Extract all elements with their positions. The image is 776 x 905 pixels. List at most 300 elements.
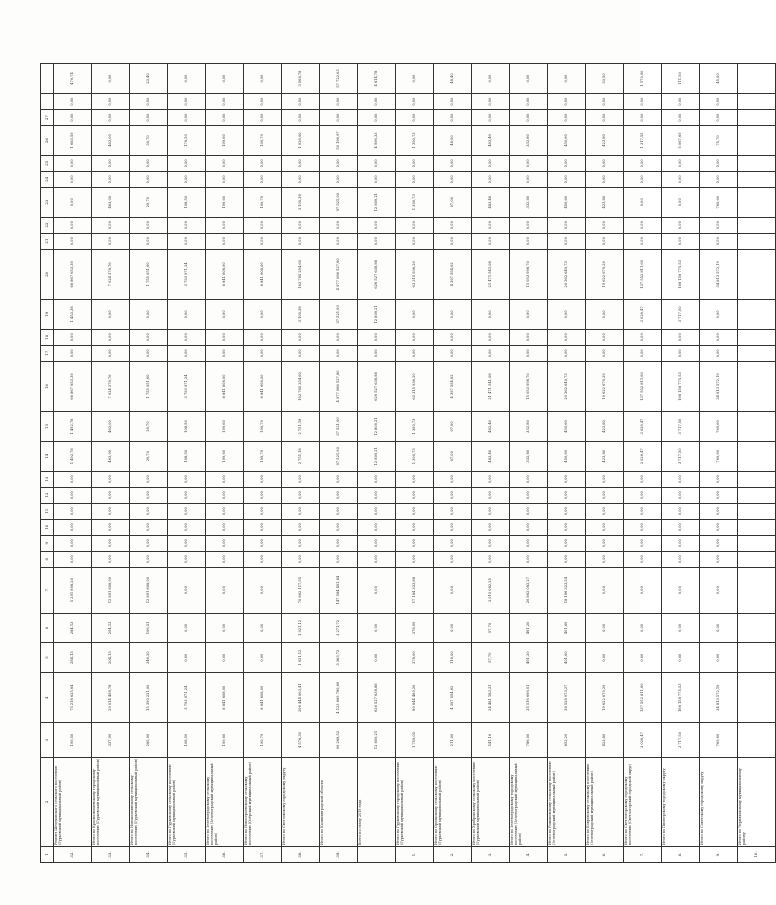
- table-cell: 0,00: [624, 613, 662, 643]
- table-cell: 0,00: [700, 110, 738, 126]
- column-number: 21: [41, 233, 54, 249]
- table-cell: 3 568,78: [282, 64, 320, 94]
- table-cell: 0,00: [244, 155, 282, 171]
- table-cell: 0,00: [130, 345, 168, 361]
- table-cell: 0,00: [586, 535, 624, 551]
- row-number: 37.: [244, 846, 282, 862]
- table-cell: 0,00: [700, 503, 738, 519]
- table-cell: 463,00: [92, 126, 130, 156]
- table-cell: 0,00: [700, 171, 738, 187]
- table-cell: 0,00: [434, 155, 472, 171]
- table-cell: 168 158 775,53: [662, 249, 700, 299]
- row-name: Итого по Храбровскому сельскому поселению (Гурьевский муниципальный район): [472, 757, 510, 846]
- table-cell: 12 809,21: [358, 300, 396, 330]
- table-cell: [738, 64, 776, 94]
- table-cell: 97 521,90: [320, 441, 358, 471]
- table-cell: 75 218 625,64: [54, 673, 92, 723]
- table-cell: [738, 441, 776, 471]
- table-cell: 0,00: [548, 487, 586, 503]
- column-number: [41, 64, 54, 94]
- table-cell: 0,00: [130, 535, 168, 551]
- table-cell: 0,00: [244, 94, 282, 110]
- table-cell: 4 576,30: [282, 723, 320, 757]
- table-cell: 0,00: [282, 487, 320, 503]
- column-number: 2: [41, 757, 54, 846]
- table-row: [320, 64, 358, 863]
- table-cell: 0,00: [130, 471, 168, 487]
- data-table: [40, 63, 776, 863]
- table-cell: 0,00: [510, 519, 548, 535]
- table-cell: 0,00: [396, 64, 434, 94]
- column-number: 24: [41, 171, 54, 187]
- table-row: [472, 64, 510, 863]
- table-cell: 48,40: [434, 64, 472, 94]
- table-cell: 786,00: [510, 723, 548, 757]
- table-cell: 0,00: [282, 217, 320, 233]
- table-cell: 0,00: [434, 217, 472, 233]
- row-number: 34.: [130, 846, 168, 862]
- header-row: [41, 64, 54, 863]
- table-cell: 199,60: [206, 723, 244, 757]
- column-number: 14: [41, 441, 54, 471]
- row-name: Итого по Советскому городскому округу: [700, 757, 738, 846]
- table-cell: 99 268,52: [320, 723, 358, 757]
- table-cell: 23,40: [130, 64, 168, 94]
- table-cell: 769,60: [700, 187, 738, 217]
- table-cell: 3 100,38: [282, 187, 320, 217]
- table-cell: 3 793 971,24: [168, 361, 206, 411]
- table-cell: 137 552 811,60: [624, 249, 662, 299]
- table-cell: 12 891 808,90: [92, 567, 130, 613]
- table-cell: 450,60: [548, 412, 586, 442]
- column-number: 10: [41, 519, 54, 535]
- table-cell: [738, 345, 776, 361]
- row-name: Итого по Светловскому городскому округу: [282, 757, 320, 846]
- table-cell: 0,00: [586, 94, 624, 110]
- table-cell: 0,00: [92, 471, 130, 487]
- table-cell: 3 271,72: [320, 613, 358, 643]
- table-cell: 0,00: [358, 155, 396, 171]
- table-cell: 0,00: [586, 110, 624, 126]
- table-cell: 0,00: [206, 171, 244, 187]
- table-cell: 0,00: [396, 503, 434, 519]
- table-cell: 0,00: [206, 551, 244, 567]
- table-cell: 12 809,21: [358, 723, 396, 757]
- table-cell: 48,00: [434, 126, 472, 156]
- table-cell: 0,00: [434, 345, 472, 361]
- table-cell: 0,00: [472, 551, 510, 567]
- table-cell: 0,00: [662, 94, 700, 110]
- table-cell: 3 026,47: [624, 300, 662, 330]
- table-cell: 0,00: [206, 643, 244, 673]
- table-cell: 1 921,12: [282, 643, 320, 673]
- table-cell: 0,00: [244, 643, 282, 673]
- table-cell: 116,00: [434, 643, 472, 673]
- table-cell: 1 390,73: [396, 412, 434, 442]
- table-cell: 108,50: [168, 412, 206, 442]
- table-cell: 0,00: [92, 217, 130, 233]
- table-cell: 483,46: [472, 187, 510, 217]
- table-cell: 162 785 254,60: [282, 361, 320, 411]
- table-cell: 0,00: [282, 155, 320, 171]
- column-number: 25: [41, 155, 54, 171]
- table-cell: 108,50: [168, 441, 206, 471]
- row-number: 5.: [548, 846, 586, 862]
- column-number: 20: [41, 249, 54, 299]
- table-cell: 0,00: [282, 503, 320, 519]
- table-cell: 0,00: [548, 300, 586, 330]
- table-cell: 0,00: [472, 519, 510, 535]
- table-cell: 3 793 971,24: [168, 249, 206, 299]
- table-cell: 332,80: [510, 187, 548, 217]
- table-cell: 0,00: [434, 110, 472, 126]
- table-cell: 66 867 653,39: [54, 361, 92, 411]
- table-cell: 0,00: [396, 155, 434, 171]
- table-cell: 0,00: [396, 233, 434, 249]
- table-cell: 21 471 541,08: [472, 249, 510, 299]
- column-number: 3: [41, 723, 54, 757]
- table-cell: 0,00: [548, 535, 586, 551]
- table-cell: 0,00: [510, 110, 548, 126]
- table-cell: 0,00: [358, 613, 396, 643]
- table-cell: 0,00: [510, 155, 548, 171]
- table-cell: [738, 613, 776, 643]
- table-cell: 45,00: [700, 64, 738, 94]
- row-number: 36.: [206, 846, 244, 862]
- table-cell: 423,80: [586, 187, 624, 217]
- table-cell: 80 844 469,20: [396, 673, 434, 723]
- table-cell: 0,00: [548, 64, 586, 94]
- table-cell: 423,80: [586, 723, 624, 757]
- table-cell: 20 362 649,73: [548, 361, 586, 411]
- row-number: 9.: [700, 846, 738, 862]
- table-cell: 0,00: [662, 329, 700, 345]
- table-cell: 1 755 051,60: [130, 361, 168, 411]
- table-cell: 7 024 278,76: [92, 361, 130, 411]
- table-cell: 0,00: [168, 300, 206, 330]
- table-cell: 284,13: [54, 613, 92, 643]
- table-cell: 0,00: [700, 300, 738, 330]
- table-cell: 1 921,12: [282, 613, 320, 643]
- table-cell: 0,00: [472, 171, 510, 187]
- table-cell: 0,00: [54, 94, 92, 110]
- table-cell: 0,00: [130, 300, 168, 330]
- table-cell: 0,00: [54, 519, 92, 535]
- table-cell: 0,00: [54, 535, 92, 551]
- table-cell: 0,00: [92, 503, 130, 519]
- table-cell: 0,00: [510, 503, 548, 519]
- table-cell: 0,00: [130, 171, 168, 187]
- table-cell: 0,00: [282, 345, 320, 361]
- column-number: 15: [41, 412, 54, 442]
- table-cell: 0,00: [662, 535, 700, 551]
- table-cell: 0,00: [54, 110, 92, 126]
- table-cell: 0,00: [586, 329, 624, 345]
- table-cell: 0,00: [358, 94, 396, 110]
- table-cell: 97,00: [434, 441, 472, 471]
- table-cell: 147 584 491,84: [320, 567, 358, 613]
- table-cell: 0,00: [244, 519, 282, 535]
- table-cell: 0,00: [206, 613, 244, 643]
- table-cell: 0,00: [206, 64, 244, 94]
- table-cell: 0,00: [396, 300, 434, 330]
- table-cell: 0,00: [168, 487, 206, 503]
- table-cell: 0,00: [130, 94, 168, 110]
- table-cell: 3 793 971,24: [168, 673, 206, 723]
- column-number: 22: [41, 217, 54, 233]
- table-cell: 0,00: [472, 345, 510, 361]
- table-cell: 29,70: [130, 441, 168, 471]
- column-number: 4: [41, 673, 54, 723]
- table-cell: 0,00: [396, 535, 434, 551]
- table-cell: 3 717,50: [662, 441, 700, 471]
- table-cell: 0,00: [548, 503, 586, 519]
- table-cell: 0,00: [168, 110, 206, 126]
- table-cell: 0,00: [206, 567, 244, 613]
- row-name: Итого по Орловскому сельскому поселению (Гурьевский муниципальный район): [434, 757, 472, 846]
- table-cell: [738, 217, 776, 233]
- table-cell: 0,00: [472, 110, 510, 126]
- table-cell: 0,00: [662, 567, 700, 613]
- table-row: [510, 64, 548, 863]
- row-number: 3.: [472, 846, 510, 862]
- table-cell: 57 722,03: [320, 64, 358, 94]
- table-cell: 0,00: [396, 487, 434, 503]
- table-cell: 0,00: [206, 487, 244, 503]
- column-number: 11: [41, 503, 54, 519]
- table-row: [282, 64, 320, 863]
- table-cell: [738, 110, 776, 126]
- table-cell: 0,00: [206, 471, 244, 487]
- table-cell: 626 527 638,88: [358, 673, 396, 723]
- table-row: [434, 64, 472, 863]
- table-cell: 0,00: [130, 217, 168, 233]
- table-cell: 0,00: [54, 155, 92, 171]
- table-cell: 0,00: [168, 217, 206, 233]
- table-cell: 29,70: [130, 187, 168, 217]
- table-cell: 423,80: [586, 441, 624, 471]
- table-cell: 0,00: [358, 171, 396, 187]
- row-name: Итого по Новостроевскому сельскому поселению (Озёрский муниципальный район): [244, 757, 282, 846]
- table-cell: 4 397 554,62: [434, 361, 472, 411]
- column-number: 5: [41, 643, 54, 673]
- table-cell: 19 622 679,29: [586, 249, 624, 299]
- table-cell: 0,00: [168, 503, 206, 519]
- table-cell: 0,00: [472, 233, 510, 249]
- table-cell: 0,00: [510, 551, 548, 567]
- table-cell: 199,79: [244, 126, 282, 156]
- table-cell: [738, 94, 776, 110]
- table-cell: 0,00: [700, 471, 738, 487]
- table-cell: 0,00: [700, 487, 738, 503]
- table-cell: 0,00: [320, 171, 358, 187]
- table-row: [206, 64, 244, 863]
- table-cell: 0,00: [320, 471, 358, 487]
- table-cell: 15 053 998,70: [510, 249, 548, 299]
- table-cell: 12 891 808,90: [130, 567, 168, 613]
- table-cell: 0,00: [168, 64, 206, 94]
- table-row: [92, 64, 130, 863]
- column-number: 19: [41, 300, 54, 330]
- table-row: [358, 64, 396, 863]
- table-cell: 483,46: [472, 441, 510, 471]
- table-cell: 0,00: [244, 613, 282, 643]
- table-cell: 0,00: [92, 345, 130, 361]
- table-cell: 0,00: [624, 551, 662, 567]
- table-cell: 66 867 653,39: [54, 249, 92, 299]
- table-cell: 0,00: [548, 551, 586, 567]
- table-cell: 0,00: [472, 64, 510, 94]
- table-cell: 0,00: [434, 503, 472, 519]
- table-cell: 0,00: [662, 613, 700, 643]
- table-cell: 21 471 541,08: [472, 361, 510, 411]
- table-cell: 29 014 408,78: [92, 673, 130, 723]
- table-cell: 0,00: [624, 535, 662, 551]
- table-cell: 0,00: [282, 110, 320, 126]
- table-cell: 0,00: [206, 233, 244, 249]
- table-cell: 0,00: [396, 551, 434, 567]
- table-cell: 19 622 679,29: [586, 361, 624, 411]
- row-name: Всего по этапу 2019 года: [358, 757, 396, 846]
- table-cell: 769,60: [700, 723, 738, 757]
- column-number: 27: [41, 110, 54, 126]
- table-cell: [738, 519, 776, 535]
- table-cell: 176,50: [168, 126, 206, 156]
- table-cell: 0,00: [624, 503, 662, 519]
- table-cell: [738, 300, 776, 330]
- table-cell: 0,00: [206, 345, 244, 361]
- row-name: Итого по Краснознаменскому городскому поселению (Гурьевский муниципальный район): [92, 757, 130, 846]
- table-cell: 204,13: [92, 613, 130, 643]
- table-cell: 0,00: [358, 643, 396, 673]
- table-cell: 8 841 608,00: [206, 361, 244, 411]
- table-cell: 0,00: [700, 329, 738, 345]
- table-cell: 0,00: [92, 233, 130, 249]
- table-cell: 211,00: [434, 723, 472, 757]
- table-cell: 35 516 696,01: [510, 673, 548, 723]
- table-cell: 0,00: [320, 329, 358, 345]
- table-cell: 0,00: [206, 217, 244, 233]
- table-cell: 541,16: [472, 723, 510, 757]
- table-cell: 450,60: [548, 187, 586, 217]
- table-cell: 0,00: [624, 171, 662, 187]
- table-cell: 450,60: [548, 126, 586, 156]
- table-cell: 0,00: [510, 487, 548, 503]
- table-cell: 0,00: [624, 643, 662, 673]
- table-row: [130, 64, 168, 863]
- table-cell: 0,00: [548, 233, 586, 249]
- table-cell: 0,00: [434, 300, 472, 330]
- table-cell: 0,00: [434, 487, 472, 503]
- row-number: 10.: [738, 846, 776, 862]
- table-cell: 0,00: [510, 94, 548, 110]
- row-name: Итого по Гурьевскому городскому поселению (Гурьевский муниципальный район): [396, 757, 434, 846]
- table-cell: 0,00: [586, 613, 624, 643]
- table-cell: 0,00: [586, 519, 624, 535]
- table-cell: [738, 249, 776, 299]
- table-cell: 3 717,50: [662, 300, 700, 330]
- table-cell: 0,00: [548, 345, 586, 361]
- table-cell: 852,20: [548, 723, 586, 757]
- table-cell: 137 552 811,60: [624, 673, 662, 723]
- table-cell: 39,70: [130, 126, 168, 156]
- table-cell: 0,00: [396, 345, 434, 361]
- row-number: 35.: [168, 846, 206, 862]
- table-cell: 0,00: [548, 94, 586, 110]
- table-cell: 423,80: [586, 412, 624, 442]
- table-cell: 0,00: [282, 535, 320, 551]
- row-name: Итого по Пионерскому городскому округу: [662, 757, 700, 846]
- table-cell: 0,00: [168, 471, 206, 487]
- table-cell: 0,00: [358, 233, 396, 249]
- table-cell: 463,00: [92, 412, 130, 442]
- table-cell: 4 397 554,62: [434, 249, 472, 299]
- column-number: 12: [41, 487, 54, 503]
- table-cell: [738, 673, 776, 723]
- table-cell: 0,00: [358, 329, 396, 345]
- table-cell: 0,00: [168, 551, 206, 567]
- table-cell: 0,00: [548, 471, 586, 487]
- table-cell: 0,00: [206, 519, 244, 535]
- table-cell: 0,00: [700, 613, 738, 643]
- table-cell: 3 100,38: [282, 300, 320, 330]
- table-cell: 15 053 998,70: [510, 361, 548, 411]
- table-cell: 0,00: [130, 155, 168, 171]
- table-cell: 0,00: [244, 345, 282, 361]
- table-cell: 0,00: [700, 519, 738, 535]
- table-cell: 0,00: [472, 487, 510, 503]
- table-cell: 57,70: [472, 643, 510, 673]
- table-cell: 97 521,90: [320, 412, 358, 442]
- table-cell: 63 315 936,20: [396, 361, 434, 411]
- row-name: Итого по Новоколпинскому сельскому поселению (Гурьевский муниципальный район): [130, 757, 168, 846]
- table-cell: 0,00: [434, 613, 472, 643]
- table-cell: 97 521,90: [320, 300, 358, 330]
- table-cell: 17 184 333,88: [396, 567, 434, 613]
- table-cell: 0,00: [472, 300, 510, 330]
- table-cell: 0,00: [586, 551, 624, 567]
- table-cell: 0,00: [168, 345, 206, 361]
- table-cell: 4 996,33: [358, 126, 396, 156]
- table-cell: [738, 126, 776, 156]
- table-cell: 0,00: [168, 233, 206, 249]
- table-cell: 0,00: [510, 329, 548, 345]
- table-cell: 0,00: [54, 217, 92, 233]
- table-cell: 0,00: [586, 171, 624, 187]
- table-cell: 97 521,90: [320, 187, 358, 217]
- table-cell: 3 363,72: [320, 643, 358, 673]
- table-cell: 0,00: [92, 110, 130, 126]
- table-cell: [738, 567, 776, 613]
- table-cell: 0,00: [92, 300, 130, 330]
- table-cell: 0,00: [320, 503, 358, 519]
- table-cell: 0,00: [624, 471, 662, 487]
- table-cell: 4 977 086 527,80: [320, 249, 358, 299]
- table-cell: 0,00: [130, 551, 168, 567]
- table-cell: [738, 233, 776, 249]
- table-cell: 1 170,90: [624, 64, 662, 94]
- row-name: Итого по Гурьевскому сельскому поселению (Гурьевский муниципальный район): [168, 757, 206, 846]
- table-cell: 0,00: [358, 551, 396, 567]
- table-cell: 0,00: [662, 551, 700, 567]
- table-row: [168, 64, 206, 863]
- table-cell: 0,00: [662, 171, 700, 187]
- table-cell: 8 841 608,00: [206, 249, 244, 299]
- table-cell: 0,00: [244, 233, 282, 249]
- table-cell: 0,00: [168, 535, 206, 551]
- table-cell: 769,60: [700, 412, 738, 442]
- row-name: Итого по Ковровскому сельскому поселению (Зеленоградский муниципальный район): [586, 757, 624, 846]
